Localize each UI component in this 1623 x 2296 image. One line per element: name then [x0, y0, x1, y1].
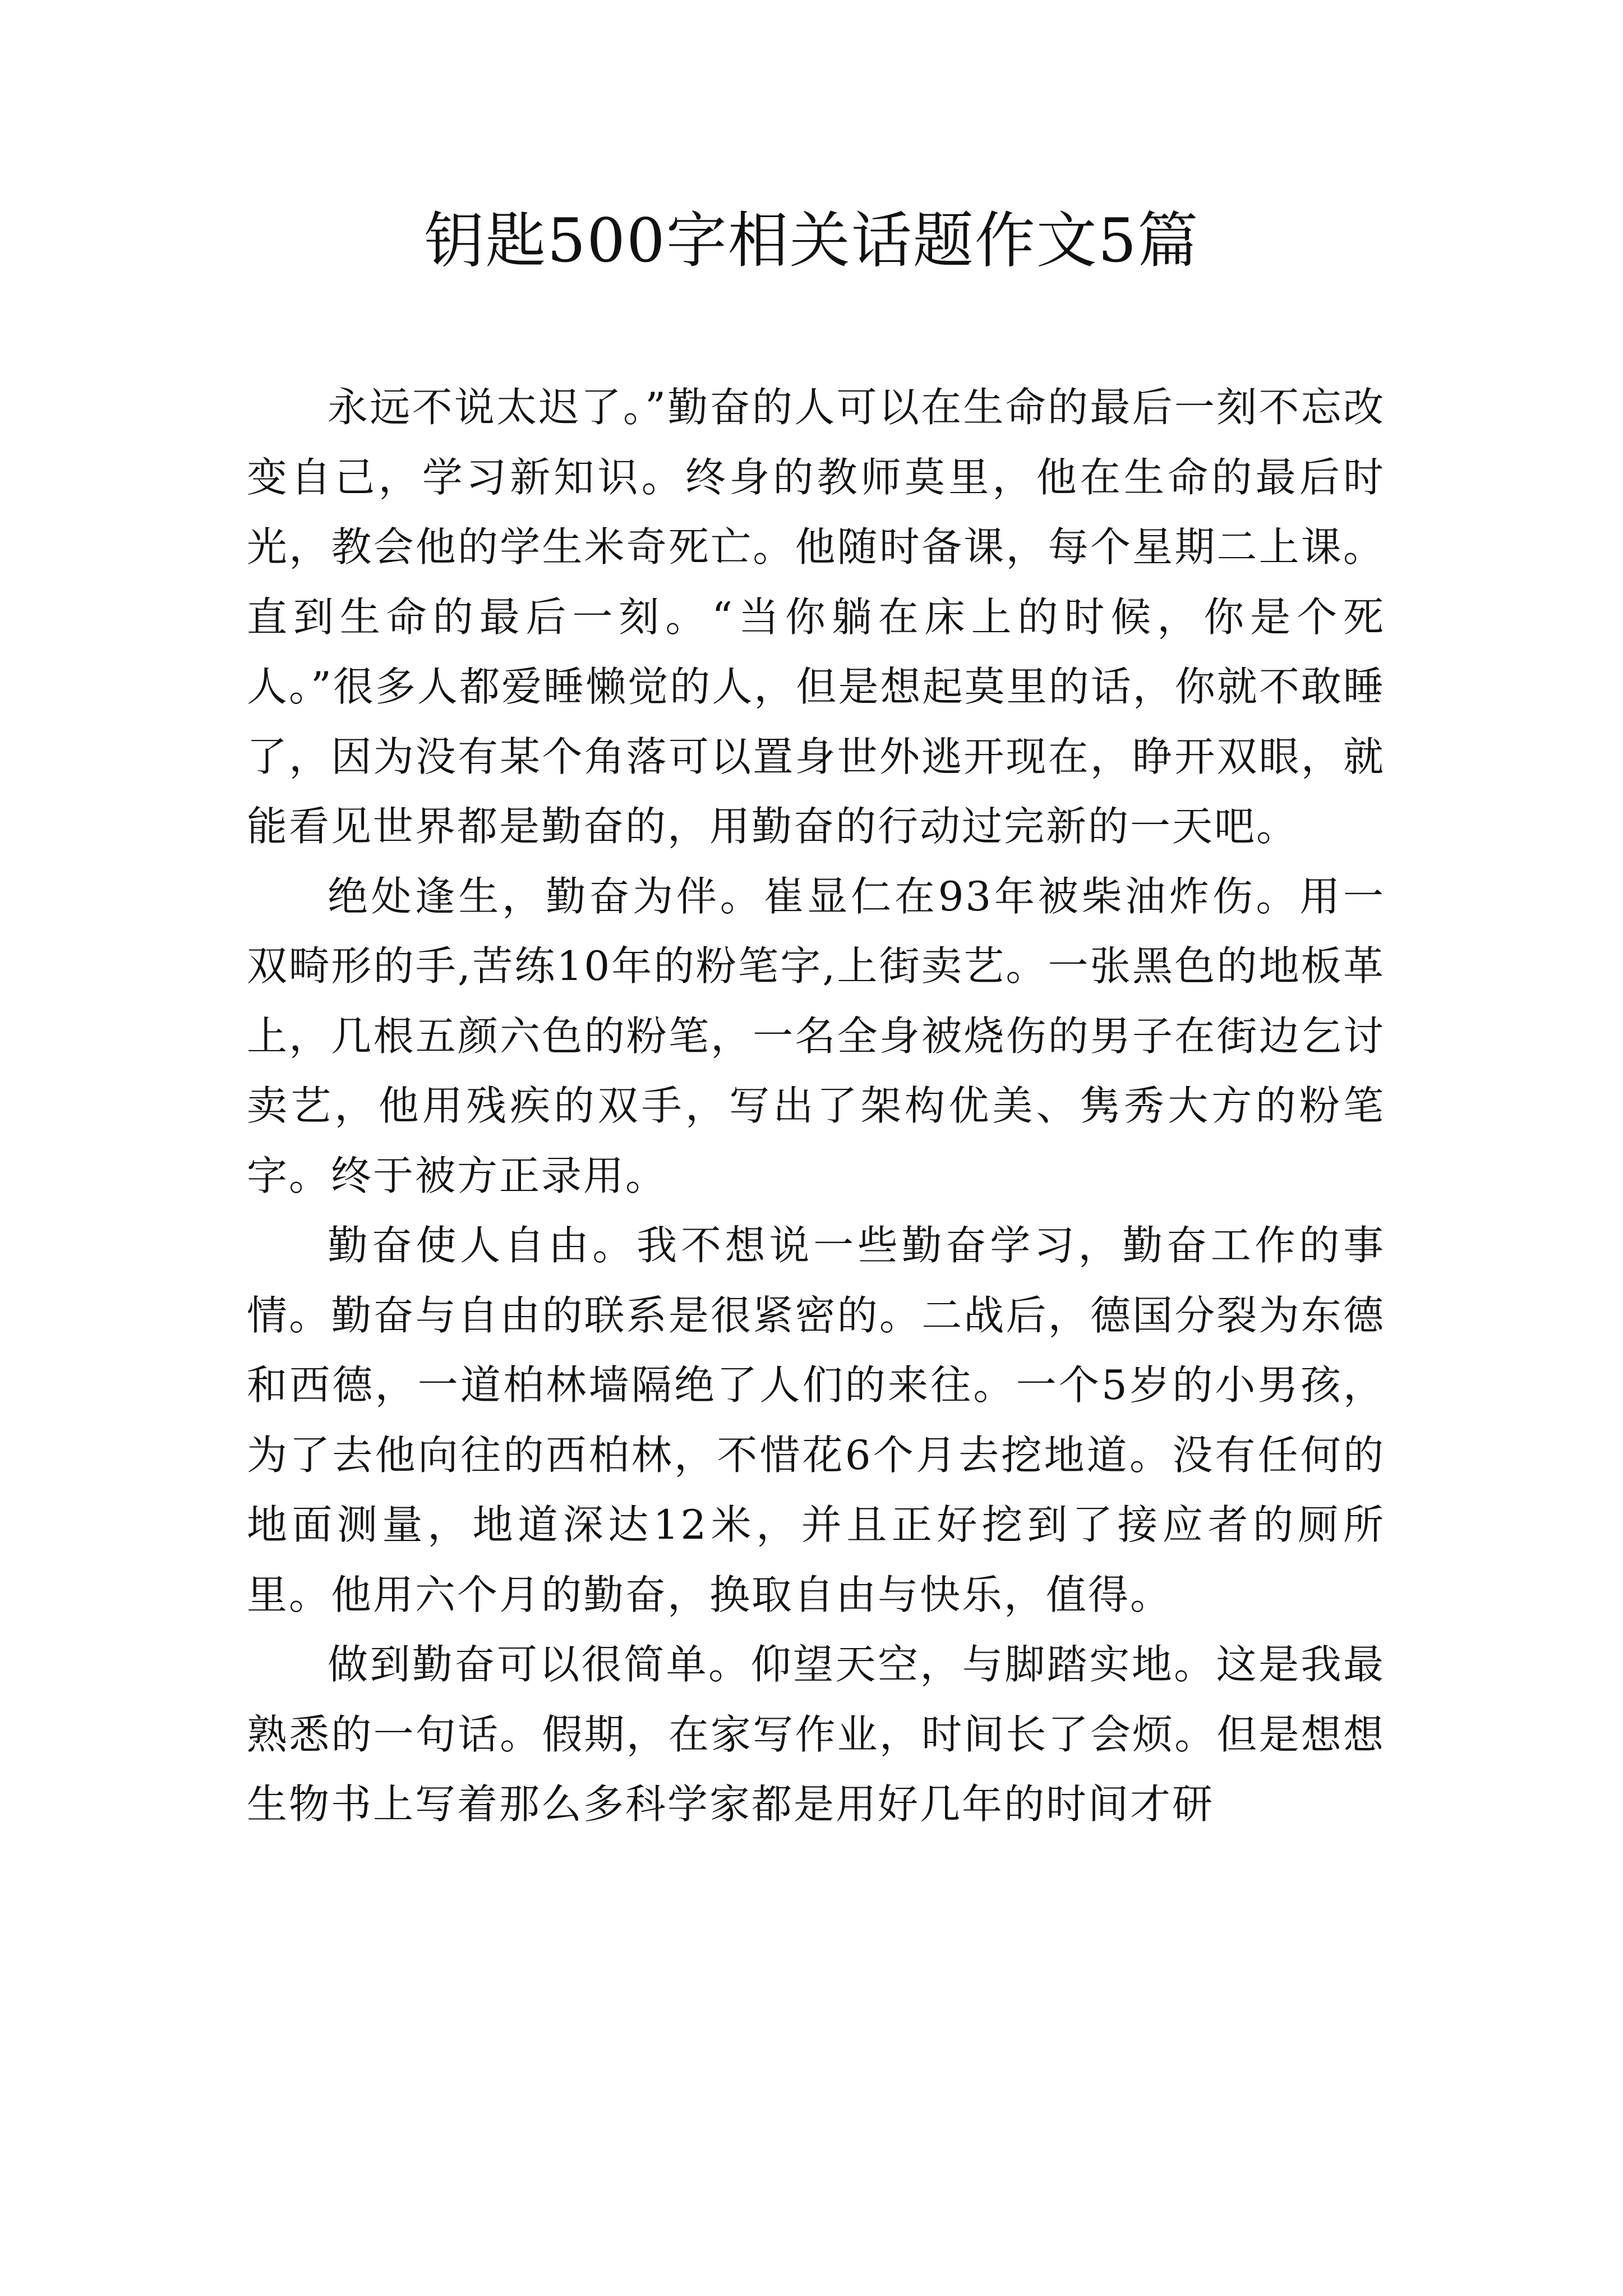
document-body: [247, 372, 1385, 1839]
document-title: 钥匙500字相关话题作文5篇: [423, 206, 1200, 276]
paragraph-2: 绝处逢生，勤奋为伴。崔显仁在93年被柴油炸伤。用一双畸形的手,苦练10年的粉笔字,上街卖艺。一张黑色的地板革上，几根五颜六色的粉笔，一名全身被烧伤的男子在街边乞讨卖艺，他用残疾的双手，写出了架构优美、隽秀大方的粉笔字。终于被方正录用。: [247, 872, 1385, 1199]
paragraph-3: 勤奋使人自由。我不想说一些勤奋学习，勤奋工作的事情。勤奋与自由的联系是很紧密的。二战后，德国分裂为东德和西德，一道柏林墙隔绝了人们的来往。一个5岁的小男孩，为了去他向往的西柏林，不惜花6个月去挖地道。没有任何的地面测量，地道深达12米，并且正好挖到了接应者的厕所里。他用六个月的勤奋，换取自由与快乐，值得。: [247, 1222, 1385, 1618]
paragraph-1: 永远不说太迟了。”勤奋的人可以在生命的最后一刻不忘改变自己，学习新知识。终身的教师莫里，他在生命的最后时光，教会他的学生米奇死亡。他随时备课，每个星期二上课。直到生命的最后一刻。“当你躺在床上的时候，你是个死人。”很多人都爱睡懒觉的人，但是想起莫里的话，你就不敢睡了，因为没有某个角落可以置身世外逃开现在，睁开双眼，就能看见世界都是勤奋的，用勤奋的行动过完新的一天吧。: [247, 384, 1385, 850]
paragraph-4: 做到勤奋可以很简单。仰望天空，与脚踏实地。这是我最熟悉的一句话。假期，在家写作业，时间长了会烦。但是想想生物书上写着那么多科学家都是用好几年的时间才研: [247, 1641, 1385, 1828]
